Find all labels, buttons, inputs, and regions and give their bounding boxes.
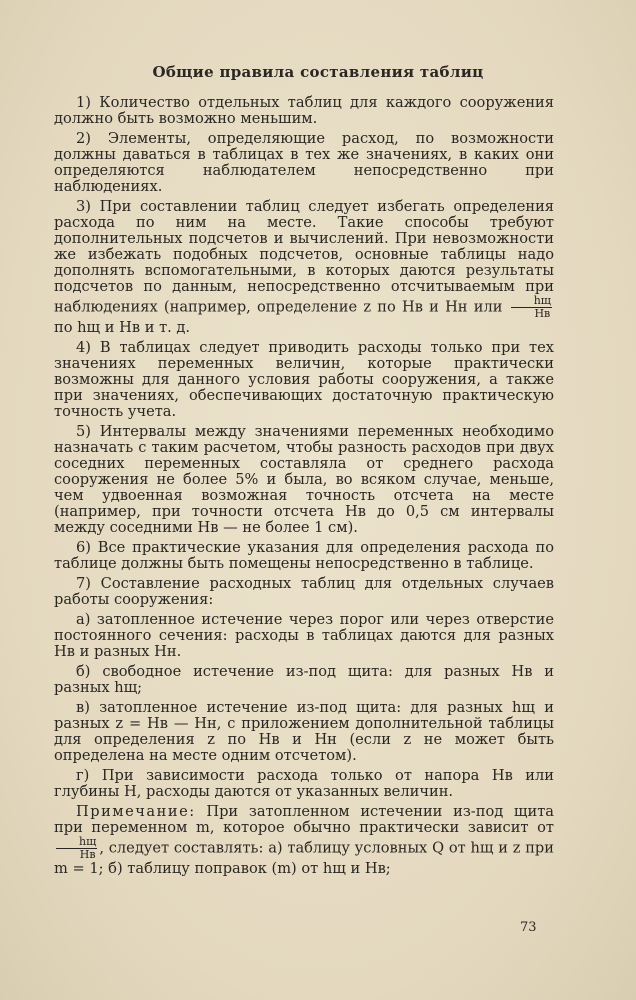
paragraph-7g: г) При зависимости расхода только от напора Hв или глубины H, расходы даются от указанных величин. [54,767,554,800]
note-fraction-numerator: hщ [56,836,97,849]
note-fraction-denominator: Hв [79,848,96,861]
paragraph-3-main: 3) При составлении таблиц следует избегать определения расхода по ним на месте. Такие способы требуют дополнительных подсчетов и вычислений. При невозможности же избежать подобных подсчетов, основные таблицы надо дополнять вспомогательными, в которых даются результаты подсчетов по данным, непосредственно отсчитываемым при наблюдениях (например, определение z по Hв и Hн или [54,198,554,316]
note-fraction [56,836,97,861]
fraction-numerator: hщ [511,295,552,308]
paragraph-4: 4) В таблицах следует приводить расходы только при тех значениях переменных величин, которые практически возможны для данного условия работы сооружения, а также при значениях, обеспечивающих достаточную практическую точность учета. [54,339,554,420]
paragraph-2: 2) Элементы, определяющие расход, по возможности должны даваться в таблицах в тех же значениях, в каких они определяются наблюдателем непосредственно при наблюдениях. [54,130,554,195]
fraction-denominator: Hв [534,307,551,320]
fraction-h-over-h [511,295,552,320]
paragraph-1: 1) Количество отдельных таблиц для каждого сооружения должно быть возможно меньшим. [54,94,554,127]
note-tail: , следует составлять: а) таблицу условных Q от hщ и z при m = 1; б) таблицу поправок (m) от hщ и Hв; [54,839,554,877]
note-main: При затопленном истечении из-под щита при переменном m, которое обычно практически зависит от [54,803,555,836]
paragraph-7a: а) затопленное истечение через порог или через отверстие постоянного сечения: расходы в таблицах даются для разных Hв и разных Hн. [54,611,554,660]
page-number: 73 [520,920,537,935]
note-label: Примечание: [76,803,196,820]
paragraph-3-tail: по hщ и Hв и т. д. [54,319,191,336]
paragraph-6: 6) Все практические указания для определения расхода по таблице должны быть помещены непосредственно в таблице. [54,539,554,572]
paragraph-5: 5) Интервалы между значениями переменных необходимо назначать с таким расчетом, чтобы разность расходов при двух соседних переменных составляла от среднего расхода сооружения не более 5% и была, во всяком случае, меньше, чем удвоенная возможная точность отсчета на месте (например, при точности отсчета Hв до 0,5 см интервалы между соседними Hв — не более 1 см). [54,423,554,536]
paragraph-7v: в) затопленное истечение из-под щита: для разных hщ и разных z = Hв — Hн, с приложением дополнительной таблицы для определения z по Hв и Hн (если z не может быть определена на месте одним отсчетом). [54,699,554,764]
note-paragraph [54,804,554,877]
paragraph-3 [54,199,554,336]
paragraph-7b: б) свободное истечение из-под щита: для разных Hв и разных hщ; [54,663,554,696]
page-body [54,95,554,881]
paragraph-7: 7) Составление расходных таблиц для отдельных случаев работы сооружения: [54,575,554,608]
page-title: Общие правила составления таблиц [152,63,484,81]
